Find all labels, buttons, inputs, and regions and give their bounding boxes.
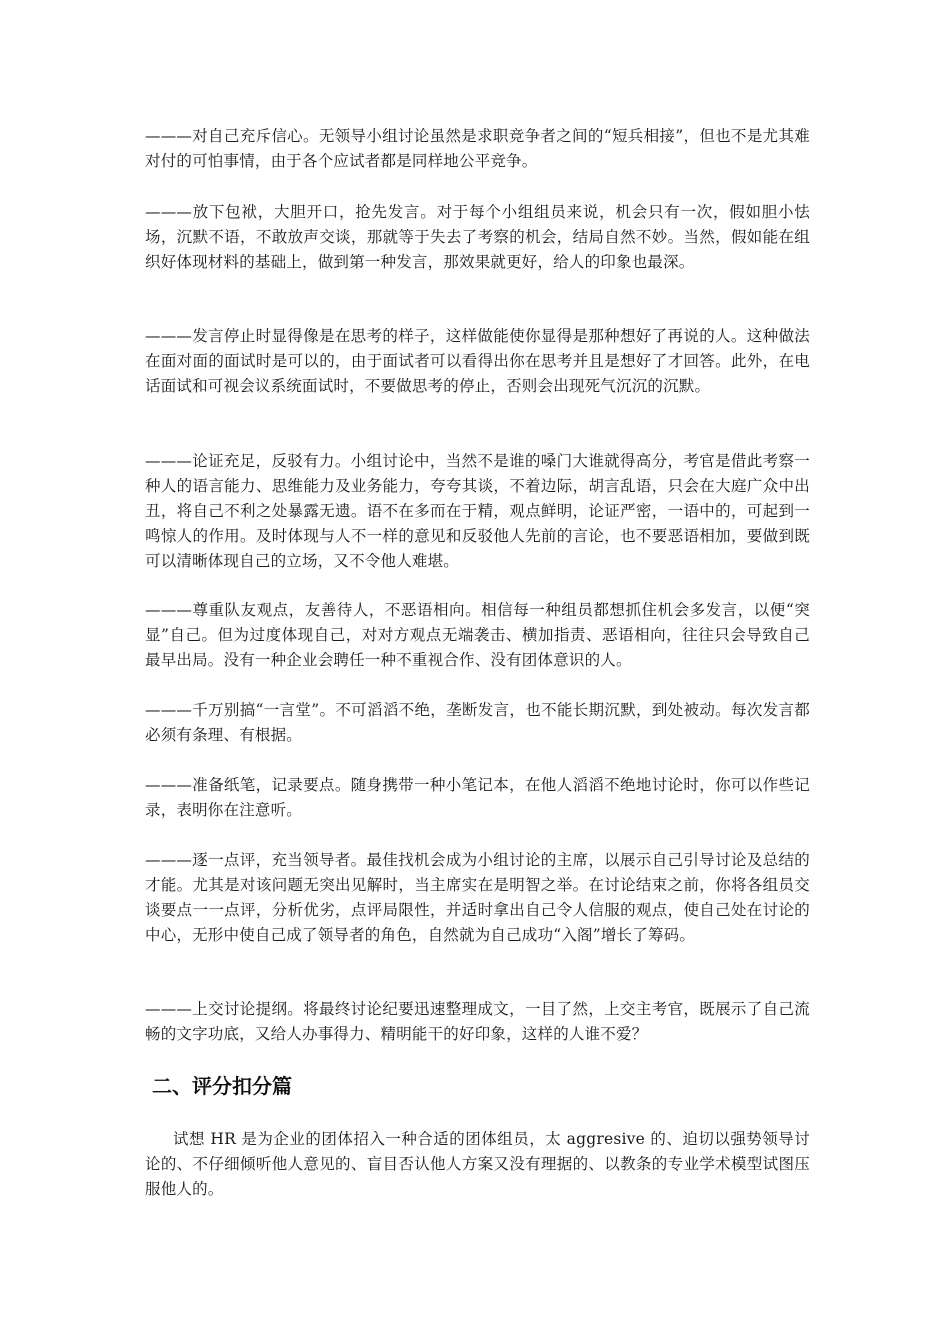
- paragraph-respect-teammates: ———尊重队友观点，友善待人，不恶语相向。相信每一种组员都想抓住机会多发言，以便“突显”自己。但为过度体现自己，对对方观点无端袭击、横加指责、恶语相向，往往只会导致自己最早出局。没有一种企业会聘任一种不重视合作、没有团体意识的人。: [145, 601, 810, 669]
- paragraph-submit-outline: ———上交讨论提纲。将最终讨论纪要迅速整理成文，一目了然，上交主考官，既展示了自己流畅的文字功底，又给人办事得力、精明能干的好印象，这样的人谁不爱？: [145, 1000, 810, 1043]
- paragraph-confidence: ———对自己充斥信心。无领导小组讨论虽然是求职竞争者之间的“短兵相接”，但也不是尤其难对付的可怕事情，由于各个应试者都是同样地公平竞争。: [145, 127, 810, 170]
- paragraph-pause-thinking: ———发言停止时显得像是在思考的样子，这样做能使你显得是那种想好了再说的人。这种做法在面对面的面试时是可以的，由于面试者可以看得出你在思考并且是想好了才回答。此外，在电话面试和可视会议系统面试时，不要做思考的停止，否则会出现死气沉沉的沉默。: [145, 327, 810, 395]
- paragraph-be-leader: ———逐一点评，充当领导者。最佳找机会成为小组讨论的主席，以展示自己引导讨论及总结的才能。尤其是对该问题无突出见解时，当主席实在是明智之举。在讨论结束之前，你将各组员交谈要点一一点评，分析优劣，点评局限性，并适时拿出自己令人信服的观点，使自己处在讨论的中心，无形中使自己成了领导者的角色，自然就为自己成功“入阁”增长了筹码。: [145, 851, 810, 944]
- paragraph-no-monopoly: ———千万别搞“一言堂”。不可滔滔不绝，垄断发言，也不能长期沉默，到处被动。每次发言都必须有条理、有根据。: [145, 701, 810, 744]
- section-heading: 二、评分扣分篇: [152, 1074, 292, 1098]
- paragraph-take-notes: ———准备纸笔，记录要点。随身携带一种小笔记本，在他人滔滔不绝地讨论时，你可以作些记录，表明你在注意听。: [145, 776, 810, 819]
- paragraph-speak-first: ———放下包袱，大胆开口，抢先发言。对于每个小组组员来说，机会只有一次，假如胆小怯场，沉默不语，不敢放声交谈，那就等于失去了考察的机会，结局自然不妙。当然，假如能在组织好体现材料的基础上，做到第一种发言，那效果就更好，给人的印象也最深。: [145, 203, 810, 271]
- paragraph-argue-well: ———论证充足，反驳有力。小组讨论中，当然不是谁的嗓门大谁就得高分，考官是借此考察一种人的语言能力、思维能力及业务能力，夸夸其谈，不着边际，胡言乱语，只会在大庭广众中出丑，将自己不利之处暴露无遗。语不在多而在于精，观点鲜明，论证严密，一语中的，可起到一鸣惊人的作用。及时体现与人不一样的意见和反驳他人先前的言论，也不要恶语相加，要做到既可以清晰体现自己的立场，又不令他人难堪。: [145, 452, 810, 570]
- intro-paragraph: 试想 HR 是为企业的团体招入一种合适的团体组员，太 aggresive 的、迫切以强势领导讨论的、不仔细倾听他人意见的、盲目否认他人方案又没有理据的、以教条的专业学术模型试图压服他人的。: [145, 1130, 810, 1198]
